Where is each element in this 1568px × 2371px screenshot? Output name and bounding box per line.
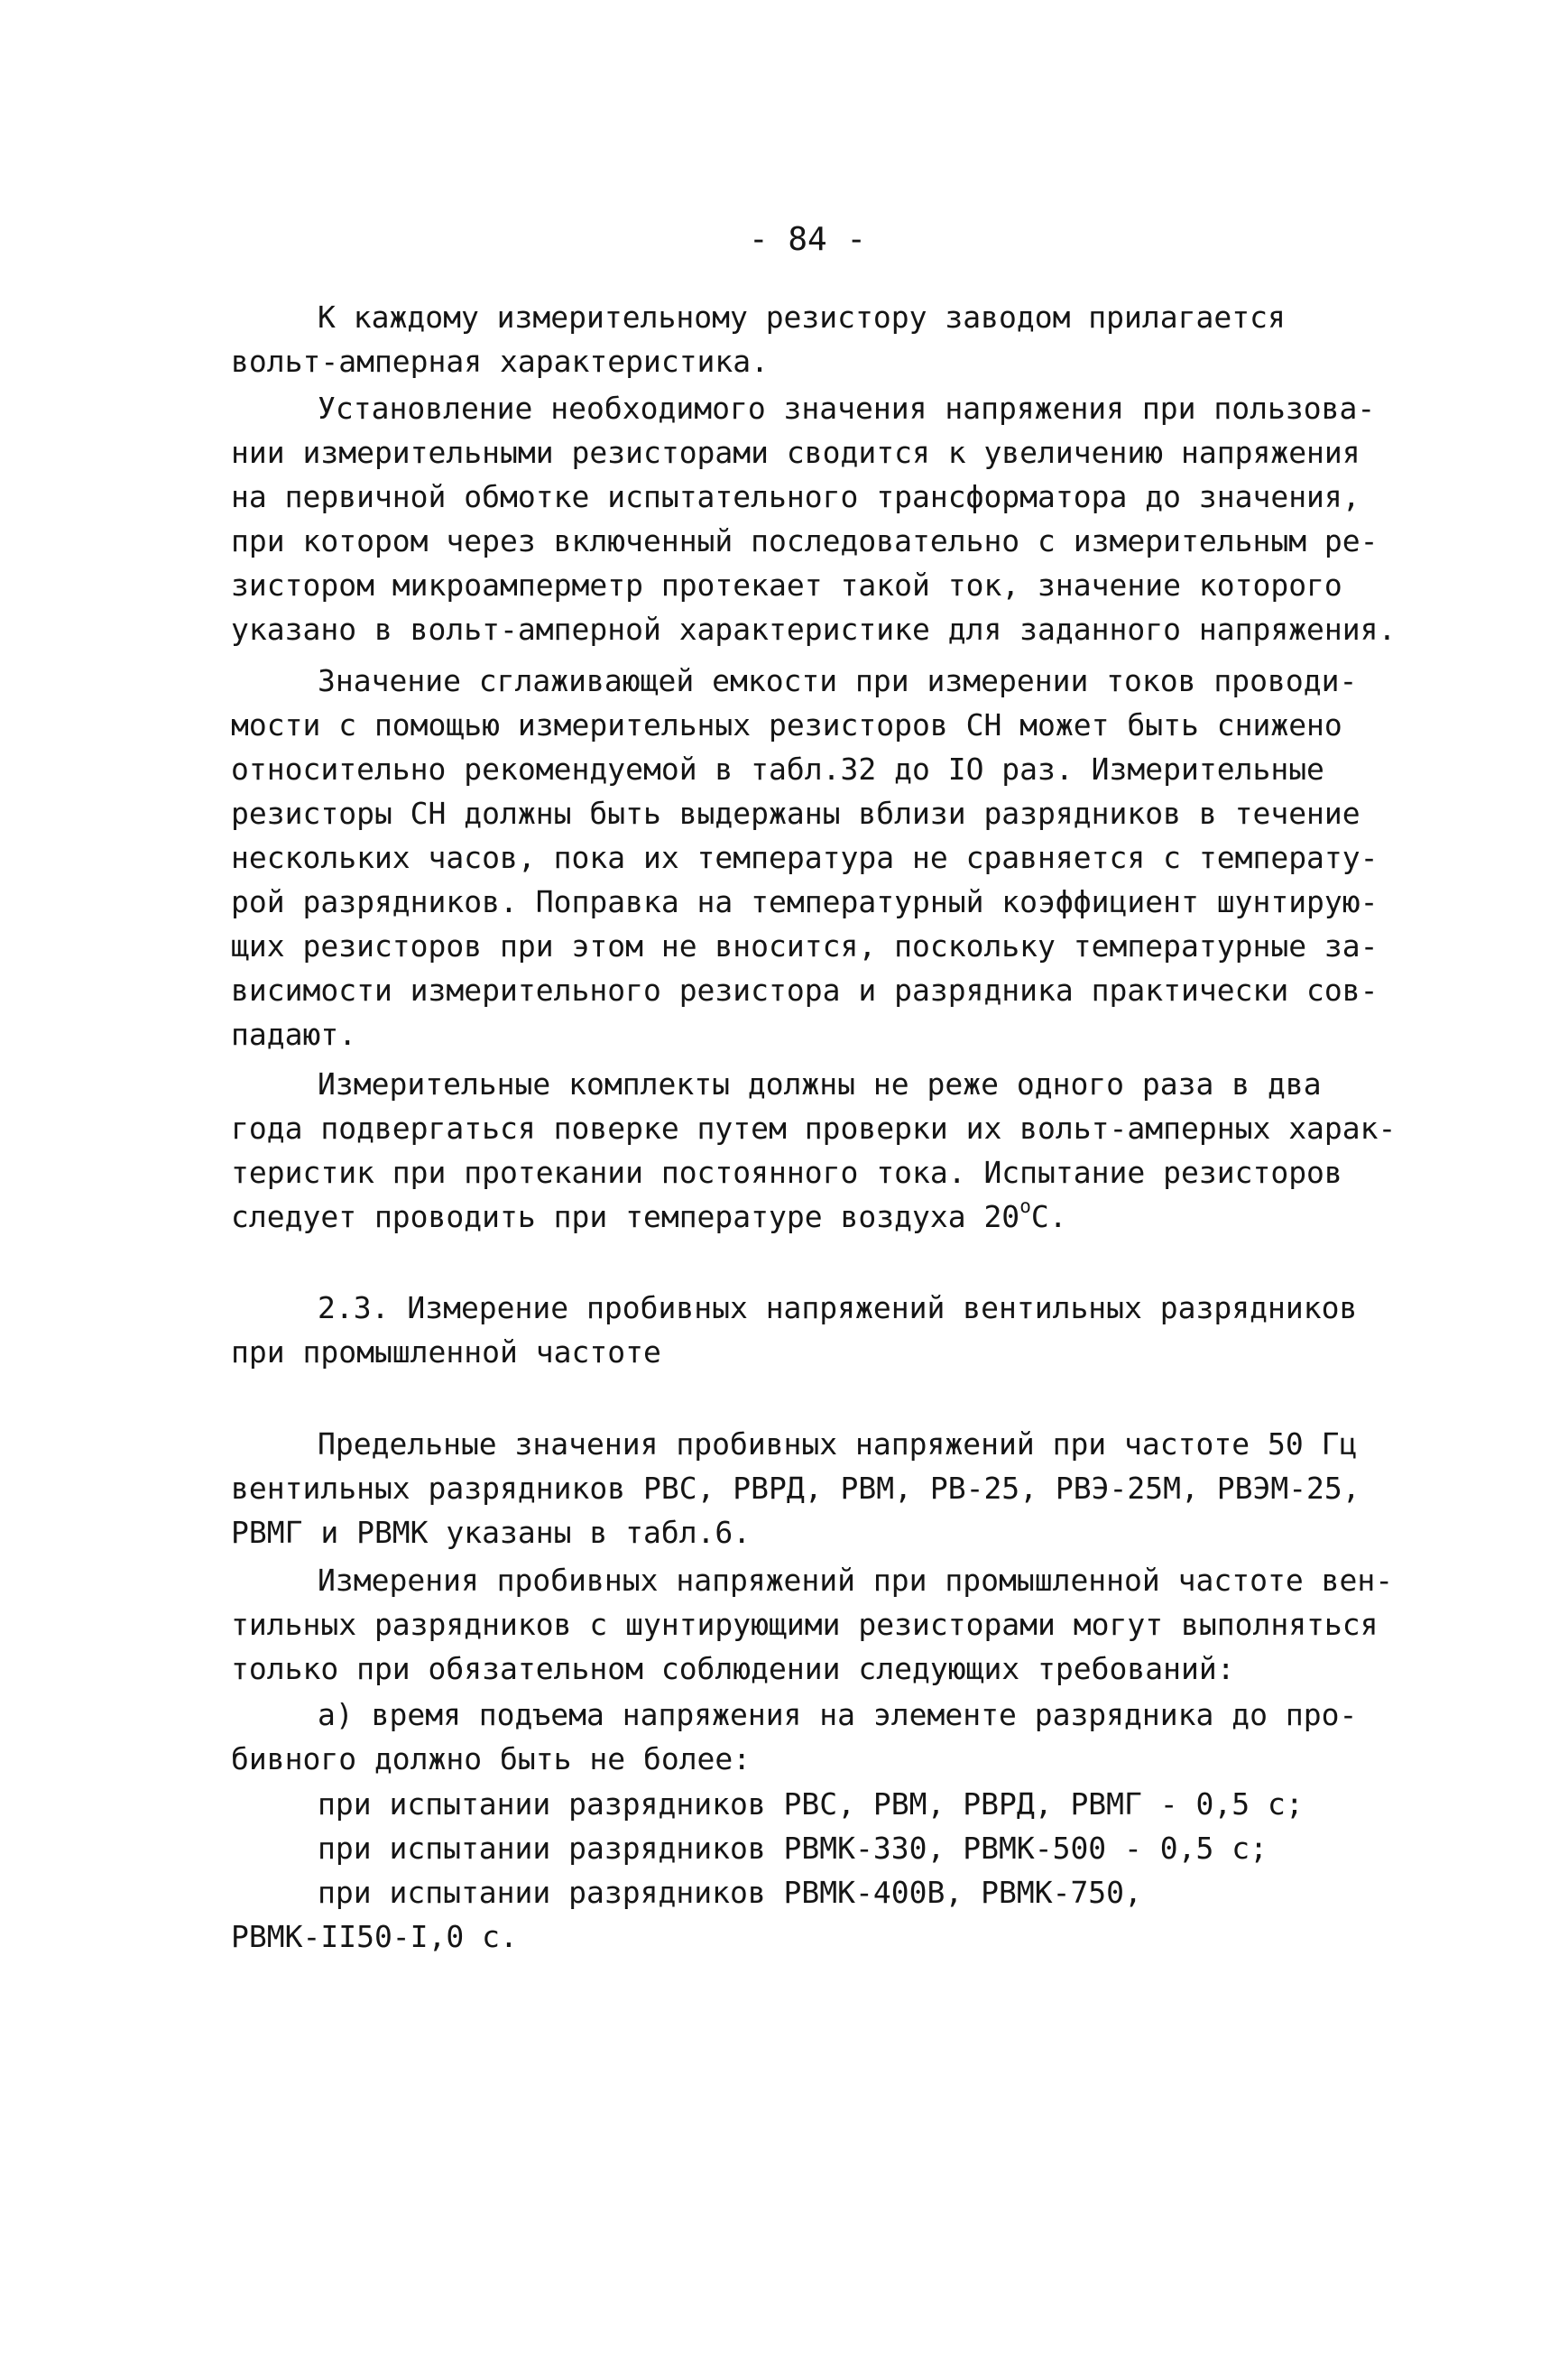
paragraph-line: Значение сглаживающей емкости при измерении токов проводи- [318,663,1358,698]
paragraph-line: зистором микроамперметр протекает такой ток, значение которого [231,567,1342,603]
paragraph-line: относительно рекомендуемой в табл.32 до IO раз. Измерительные [231,752,1324,787]
list-item: а) время подъема напряжения на элементе разрядника до про- [318,1697,1358,1732]
paragraph-line: Установление необходимого значения напряжения при пользова- [318,391,1376,426]
paragraph-line: тильных разрядников с шунтирующими резисторами могут выполняться [231,1607,1379,1642]
paragraph-line: года подвергаться поверке путем проверки их вольт-амперных харак- [231,1111,1397,1146]
degree-superscript: о [1019,1195,1031,1217]
section-heading: 2.3. Измерение пробивных напряжений вентильных разрядников [318,1290,1358,1325]
paragraph-line: Измерения пробивных напряжений при промышленной частоте вен- [318,1563,1394,1598]
paragraph-line: при котором через включенный последовательно с измерительным ре- [231,523,1379,558]
paragraph-line: только при обязательном соблюдении следующих требований: [231,1651,1235,1686]
paragraph-line: указано в вольт-амперной характеристике для заданного напряжения. [231,612,1397,647]
paragraph-line: Предельные значения пробивных напряжений при частоте 50 Гц [318,1426,1358,1462]
paragraph-line: мости с помощью измерительных резисторов СН может быть снижено [231,707,1342,743]
section-heading: при промышленной частоте [231,1334,661,1370]
paragraph-line: нескольких часов, пока их температура не сравняется с температу- [231,840,1379,875]
page-number: - 84 - [749,221,867,258]
temperature-unit: С. [1030,1199,1067,1234]
paragraph-line: теристик при протекании постоянного тока. Испытание резисторов [231,1155,1342,1190]
paragraph-line: нии измерительными резисторами сводится к увеличению напряжения [231,435,1360,470]
paragraph-line: рой разрядников. Поправка на температурный коэффициент шунтирую- [231,884,1379,919]
paragraph-line: К каждому измерительному резистору заводом прилагается [318,300,1286,335]
list-subitem: РВМК-II50-I,0 с. [231,1919,518,1954]
paragraph-line: падают. [231,1017,357,1052]
list-subitem: при испытании разрядников РВМК-330, РВМК-500 - 0,5 с; [318,1831,1268,1866]
paragraph-line: резисторы СН должны быть выдержаны вблизи разрядников в течение [231,796,1360,831]
list-item: бивного должно быть не более: [231,1741,752,1776]
paragraph-line: щих резисторов при этом не вносится, поскольку температурные за- [231,928,1379,964]
paragraph-line: висимости измерительного резистора и разрядника практически сов- [231,973,1379,1008]
paragraph-line [231,1195,1067,1235]
list-subitem: при испытании разрядников РВС, РВМ, РВРД, РВМГ - 0,5 с; [318,1786,1304,1822]
paragraph-line: РВМГ и РВМК указаны в табл.6. [231,1515,752,1550]
paragraph-text: следует проводить при температуре воздуха 20 [231,1199,1020,1234]
paragraph-line: на первичной обмотке испытательного трансформатора до значения, [231,479,1360,514]
paragraph-line: вентильных разрядников РВС, РВРД, РВМ, РВ-25, РВЭ-25М, РВЭМ-25, [231,1471,1360,1506]
paragraph-line: Измерительные комплекты должны не реже одного раза в два [318,1066,1322,1102]
paragraph-line: вольт-амперная характеристика. [231,344,770,379]
list-subitem: при испытании разрядников РВМК-400В, РВМК-750, [318,1875,1142,1910]
